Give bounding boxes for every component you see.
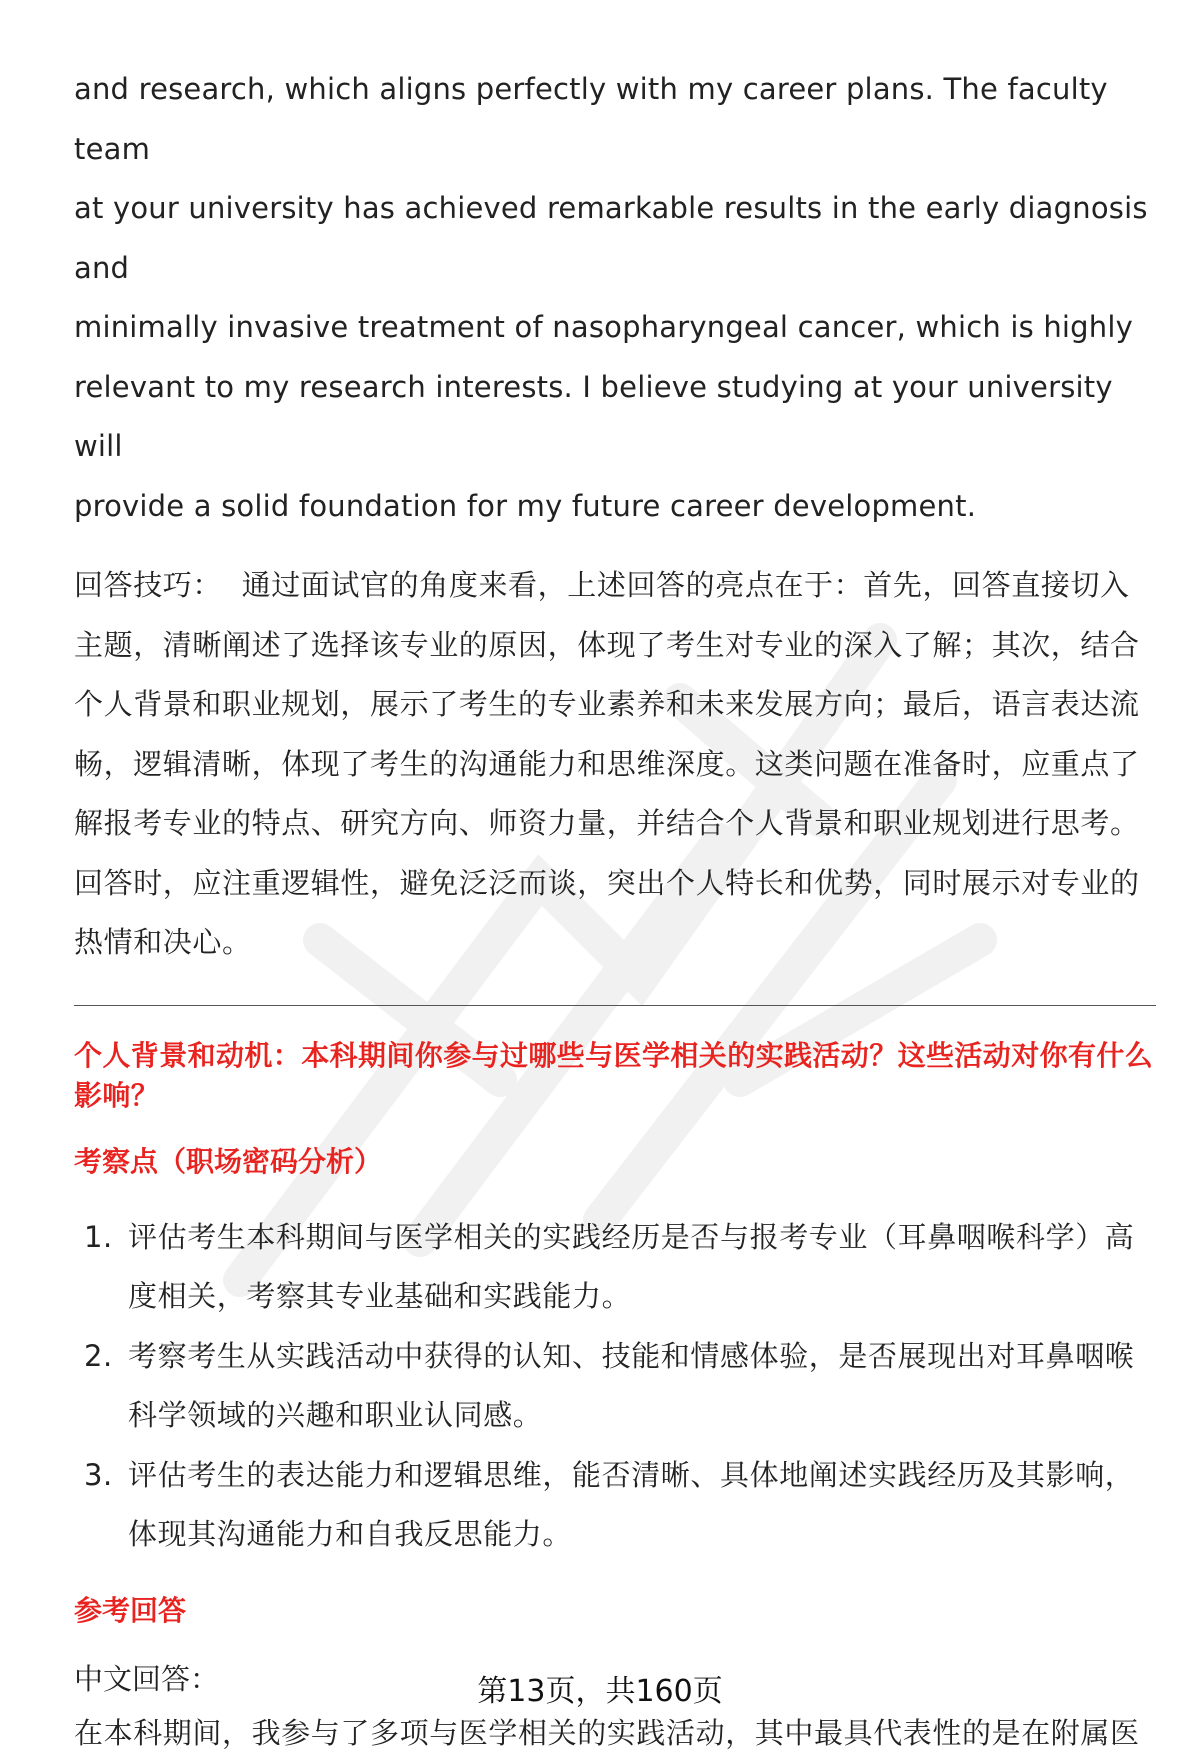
- chinese-answer-text: 在本科期间，我参与了多项与医学相关的实践活动，其中最具代表性的是在附属医: [74, 1715, 1140, 1750]
- list-item: [74, 1446, 1156, 1565]
- section-divider: [74, 1005, 1156, 1006]
- list-item-number: 3.: [84, 1457, 113, 1492]
- chinese-answer-label: 中文回答：: [74, 1661, 220, 1696]
- english-paragraph-line: minimally invasive treatment of nasopharyngeal cancer, which is highly: [74, 310, 1133, 344]
- document-page: [74, 60, 1156, 1753]
- tips-text: 通过面试官的角度来看，上述回答的亮点在于：首先，回答直接切入主题，清晰阐述了选择该专业的原因，体现了考生对专业的深入了解；其次，结合个人背景和职业规划，展示了考生的专业素养和未来发展方向；最后，语言表达流畅，逻辑清晰，体现了考生的沟通能力和思维深度。这类问题在准备时，应重点了解报考专业的特点、研究方向、师资力量，并结合个人背景和职业规划进行思考。回答时，应注重逻辑性，避免泛泛而谈，突出个人特长和优势，同时展示对专业的热情和决心。: [74, 568, 1140, 959]
- list-item-text: 评估考生的表达能力和逻辑思维，能否清晰、具体地阐述实践经历及其影响，体现其沟通能力和自我反思能力。: [128, 1457, 1135, 1551]
- english-paragraph-line: relevant to my research interests. I believe studying at your university will: [74, 369, 1113, 463]
- english-answer-paragraph: [74, 60, 1156, 536]
- list-item: [74, 1208, 1156, 1327]
- list-item-text: 考察考生从实践活动中获得的认知、技能和情感体验，是否展现出对耳鼻咽喉科学领域的兴趣和职业认同感。: [128, 1338, 1135, 1432]
- english-paragraph-line: and research, which aligns perfectly with my career plans. The faculty team: [74, 72, 1108, 166]
- list-item-number: 1.: [84, 1219, 113, 1254]
- assessment-title: 考察点（职场密码分析）: [74, 1144, 383, 1178]
- list-item: [74, 1327, 1156, 1446]
- page-indicator: 第13页，共160页: [477, 1674, 723, 1709]
- english-paragraph-line: provide a solid foundation for my future career development.: [74, 488, 977, 523]
- answer-tips-paragraph: [74, 556, 1156, 973]
- assessment-points-list: [74, 1208, 1156, 1565]
- tips-label: 回答技巧：: [74, 568, 223, 602]
- list-item-number: 2.: [84, 1338, 113, 1373]
- english-paragraph-line: at your university has achieved remarkable results in the early diagnosis and: [74, 191, 1148, 285]
- question-title: 个人背景和动机：本科期间你参与过哪些与医学相关的实践活动？这些活动对你有什么影响？: [74, 1038, 1154, 1112]
- reference-answer-title: 参考回答: [74, 1593, 187, 1627]
- list-item-text: 评估考生本科期间与医学相关的实践经历是否与报考专业（耳鼻咽喉科学）高度相关，考察其专业基础和实践能力。: [128, 1219, 1135, 1313]
